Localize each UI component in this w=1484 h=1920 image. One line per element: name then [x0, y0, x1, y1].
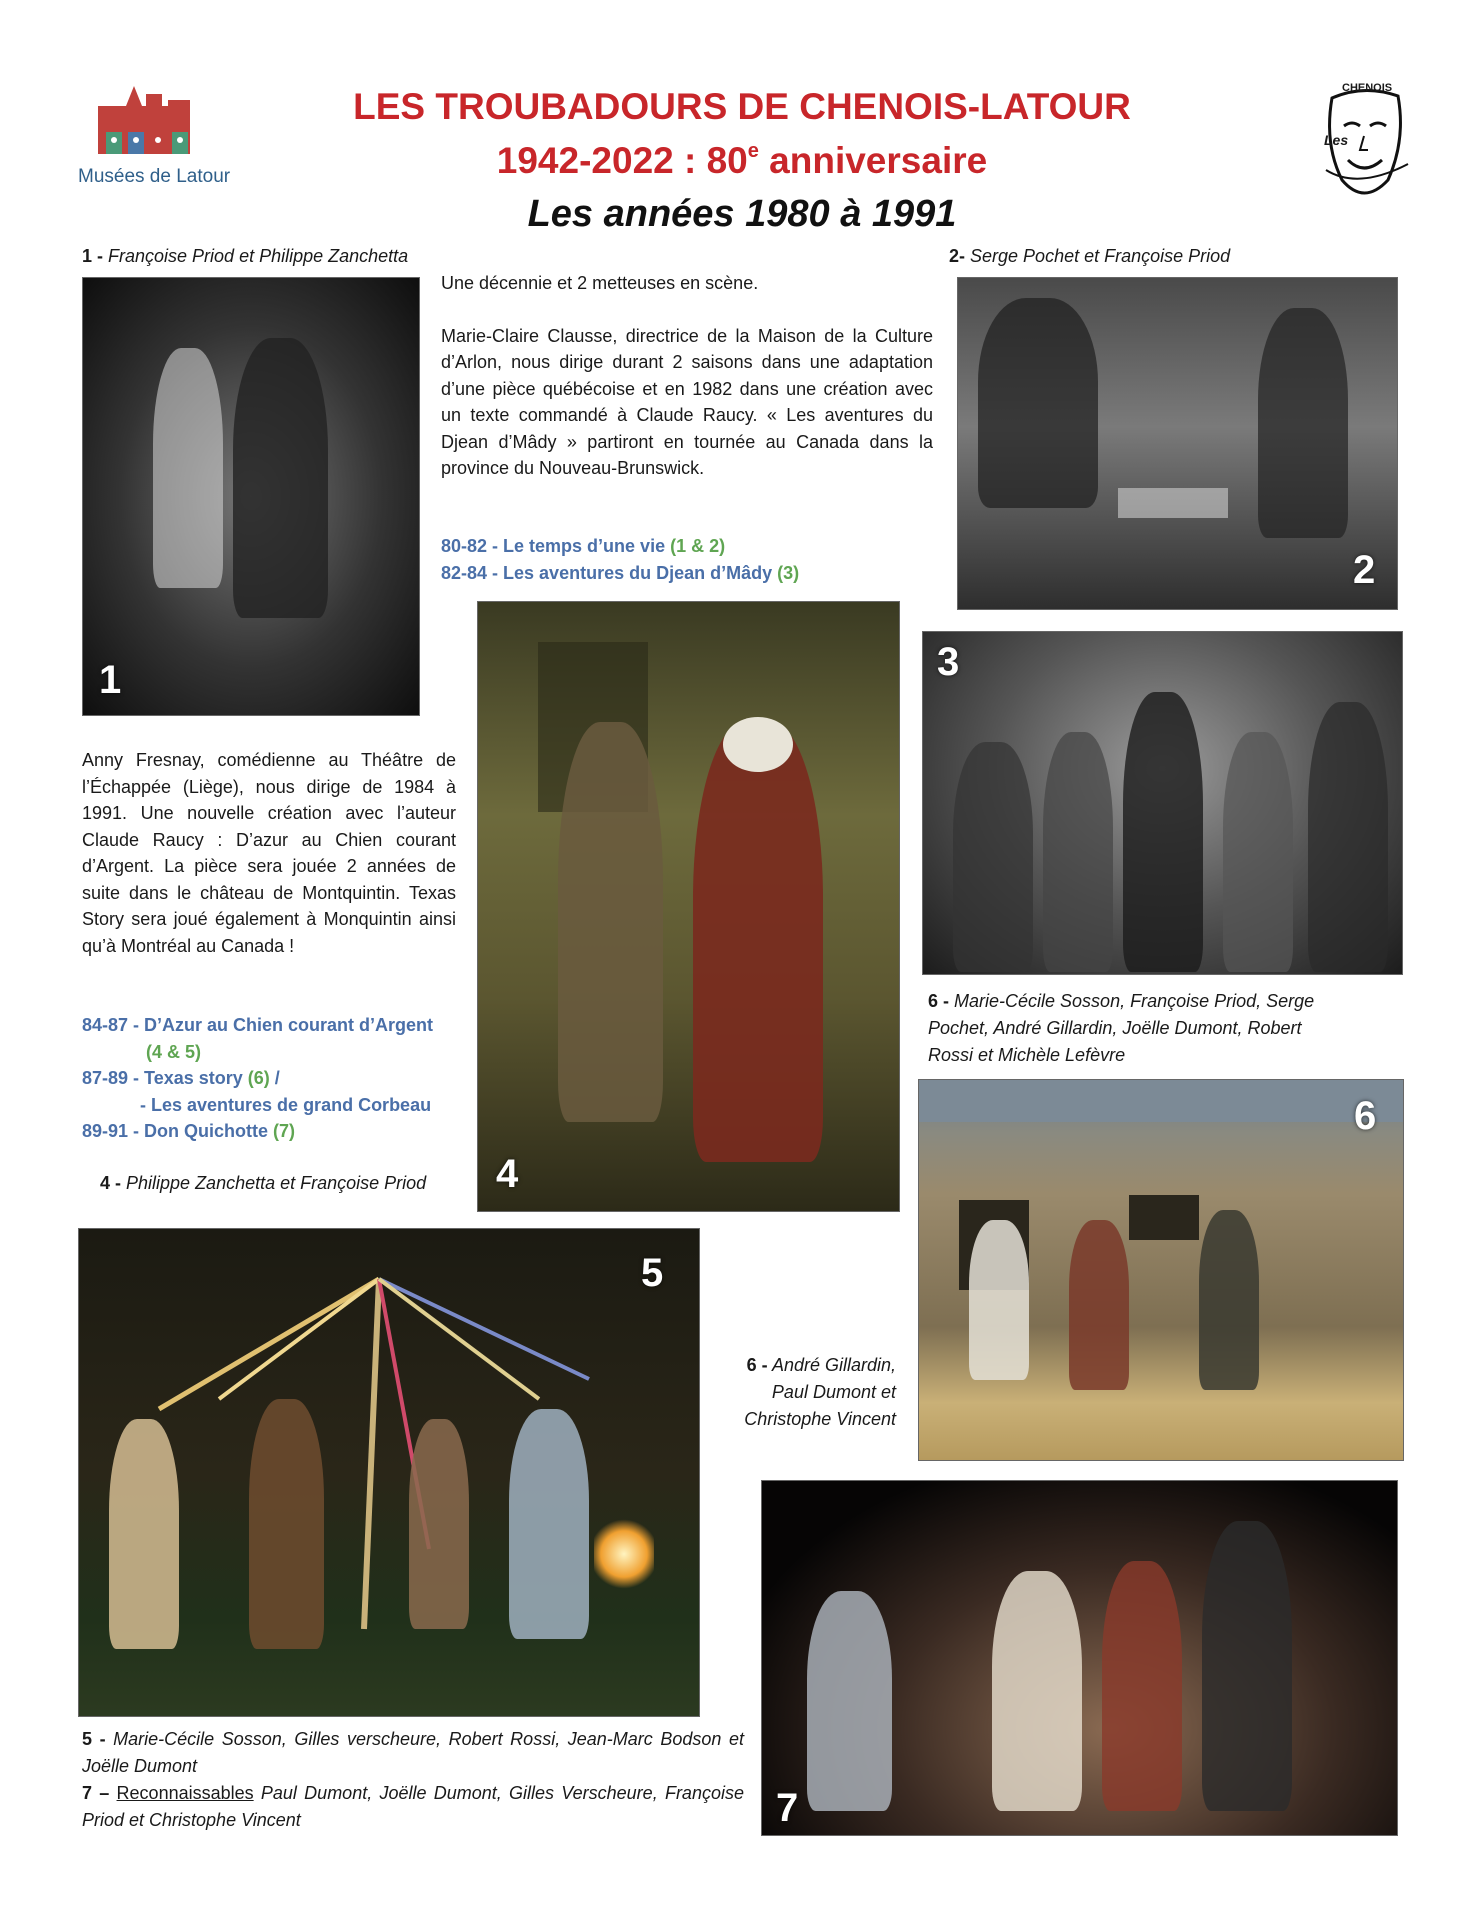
bonnet-shape [723, 717, 793, 772]
photo-7 [761, 1480, 1398, 1836]
fire-shape [594, 1519, 654, 1589]
photo-6 [918, 1079, 1404, 1461]
actor-figure [1102, 1561, 1182, 1811]
actor-figure [1043, 732, 1113, 972]
dancer-figure [109, 1419, 179, 1649]
logo-right-mid-text: Les [1324, 132, 1349, 148]
photo-number: 3 [937, 640, 960, 684]
photo-3 [922, 631, 1403, 975]
caption-photo-1: 1 - Françoise Priod et Philippe Zanchetta [82, 246, 409, 266]
caption-photo-2: 2- Serge Pochet et Françoise Priod [949, 246, 1231, 266]
logo-left-text: Musées de Latour [78, 166, 231, 187]
play-item-6: 89-91 - Don Quichotte (7) [82, 1121, 296, 1141]
actor-figure [807, 1591, 892, 1811]
actor-figure [953, 742, 1033, 972]
caption-photo-3: 6 - Marie-Cécile Sosson, Françoise Priod, Serge Pochet, André Gillardin, Joëlle Dumont, Robert Rossi et Michèle Lefèvre [928, 991, 1315, 1065]
actor-figure [233, 338, 328, 618]
caption-photo-6: 6 - André Gillardin, Paul Dumont et Christophe Vincent [744, 1355, 896, 1429]
photo-1 [82, 277, 420, 716]
page-title-line2: 1942-2022 : 80e anniversaire [496, 139, 988, 181]
paragraph-clausse: Marie-Claire Clausse, directrice de la Maison de la Culture d’Arlon, nous dirige durant 2 saisons dans une adaptation d’une pièce québécoise et en 1982 dans une création avec un texte commandé à Claude Raucy. « Les aventures du Djean d’Mâdy » partiront en tournée au Canada dans la province du Nouveau-Brunswick. [441, 325, 933, 478]
photo-2 [957, 277, 1398, 610]
photo-number: 1 [99, 658, 122, 702]
actor-figure [1123, 692, 1203, 972]
actor-figure [1223, 732, 1293, 972]
play-item-2: 82-84 - Les aventures du Djean d’Mâdy (3) [441, 562, 800, 583]
play-item-3: 84-87 - D’Azur au Chien courant d’Argent [82, 1015, 434, 1035]
roof-shape [919, 1080, 1403, 1122]
dancer-figure [249, 1399, 324, 1649]
actor-figure [1199, 1210, 1259, 1390]
plays-list-1 [441, 533, 933, 586]
window-shape [1129, 1195, 1199, 1240]
intro-text [441, 270, 933, 482]
actor-figure [153, 348, 223, 588]
photo-number: 4 [496, 1152, 519, 1196]
play-item-5: - Les aventures de grand Corbeau [140, 1094, 432, 1115]
actor-figure [1258, 308, 1348, 538]
play-item-1: 80-82 - Le temps d’une vie (1 & 2) [441, 536, 726, 556]
actor-figure [1069, 1220, 1129, 1390]
play-item-3-ref: (4 & 5) [146, 1041, 202, 1062]
caption-photo-7: 7 – Reconnaissables Paul Dumont, Joëlle Dumont, Gilles Verscheure, Françoise Priod et Christophe Vincent [82, 1783, 744, 1830]
dancer-figure [409, 1419, 469, 1629]
caption-photo-4: 4 - Philippe Zanchetta et Françoise Priod [100, 1173, 427, 1193]
paragraph-fresnay: Anny Fresnay, comédienne au Théâtre de l’Échappée (Liège), nous dirige de 1984 à 1991. Une nouvelle création avec l’auteur Claude Raucy : D’azur au Chien courant d’Argent. La pièce sera jouée 2 années de suite dans le château de Montquintin. Texas Story sera joué également à Monquintin ainsi qu’à Montréal au Canada ! [82, 750, 456, 956]
actor-figure [978, 298, 1098, 508]
page-subtitle: Les années 1980 à 1991 [527, 193, 957, 235]
photo-4 [477, 601, 900, 1212]
photo-number: 5 [641, 1251, 664, 1295]
actor-figure [1308, 702, 1388, 972]
photo-5 [78, 1228, 700, 1717]
page-title: LES TROUBADOURS DE CHENOIS-LATOUR [353, 86, 1131, 127]
actor-figure [992, 1571, 1082, 1811]
photo-number: 7 [776, 1786, 799, 1830]
photo-number: 6 [1354, 1094, 1377, 1138]
bench-shape [1118, 488, 1228, 518]
actor-figure [558, 722, 663, 1122]
intro-line: Une décennie et 2 metteuses en scène. [441, 273, 759, 293]
actor-figure [693, 722, 823, 1162]
play-item-4: 87-89 - Texas story (6) / [82, 1068, 280, 1088]
dancer-figure [509, 1409, 589, 1639]
actor-figure [1202, 1521, 1292, 1811]
plays-list-2 [82, 1012, 482, 1145]
actor-figure [969, 1220, 1029, 1380]
photo-number: 2 [1353, 548, 1376, 592]
logo-right-top-text: CHENOIS [1342, 82, 1393, 94]
caption-photo-5: 5 - Marie-Cécile Sosson, Gilles verscheure, Robert Rossi, Jean-Marc Bodson et Joëlle Dumont [82, 1729, 744, 1776]
